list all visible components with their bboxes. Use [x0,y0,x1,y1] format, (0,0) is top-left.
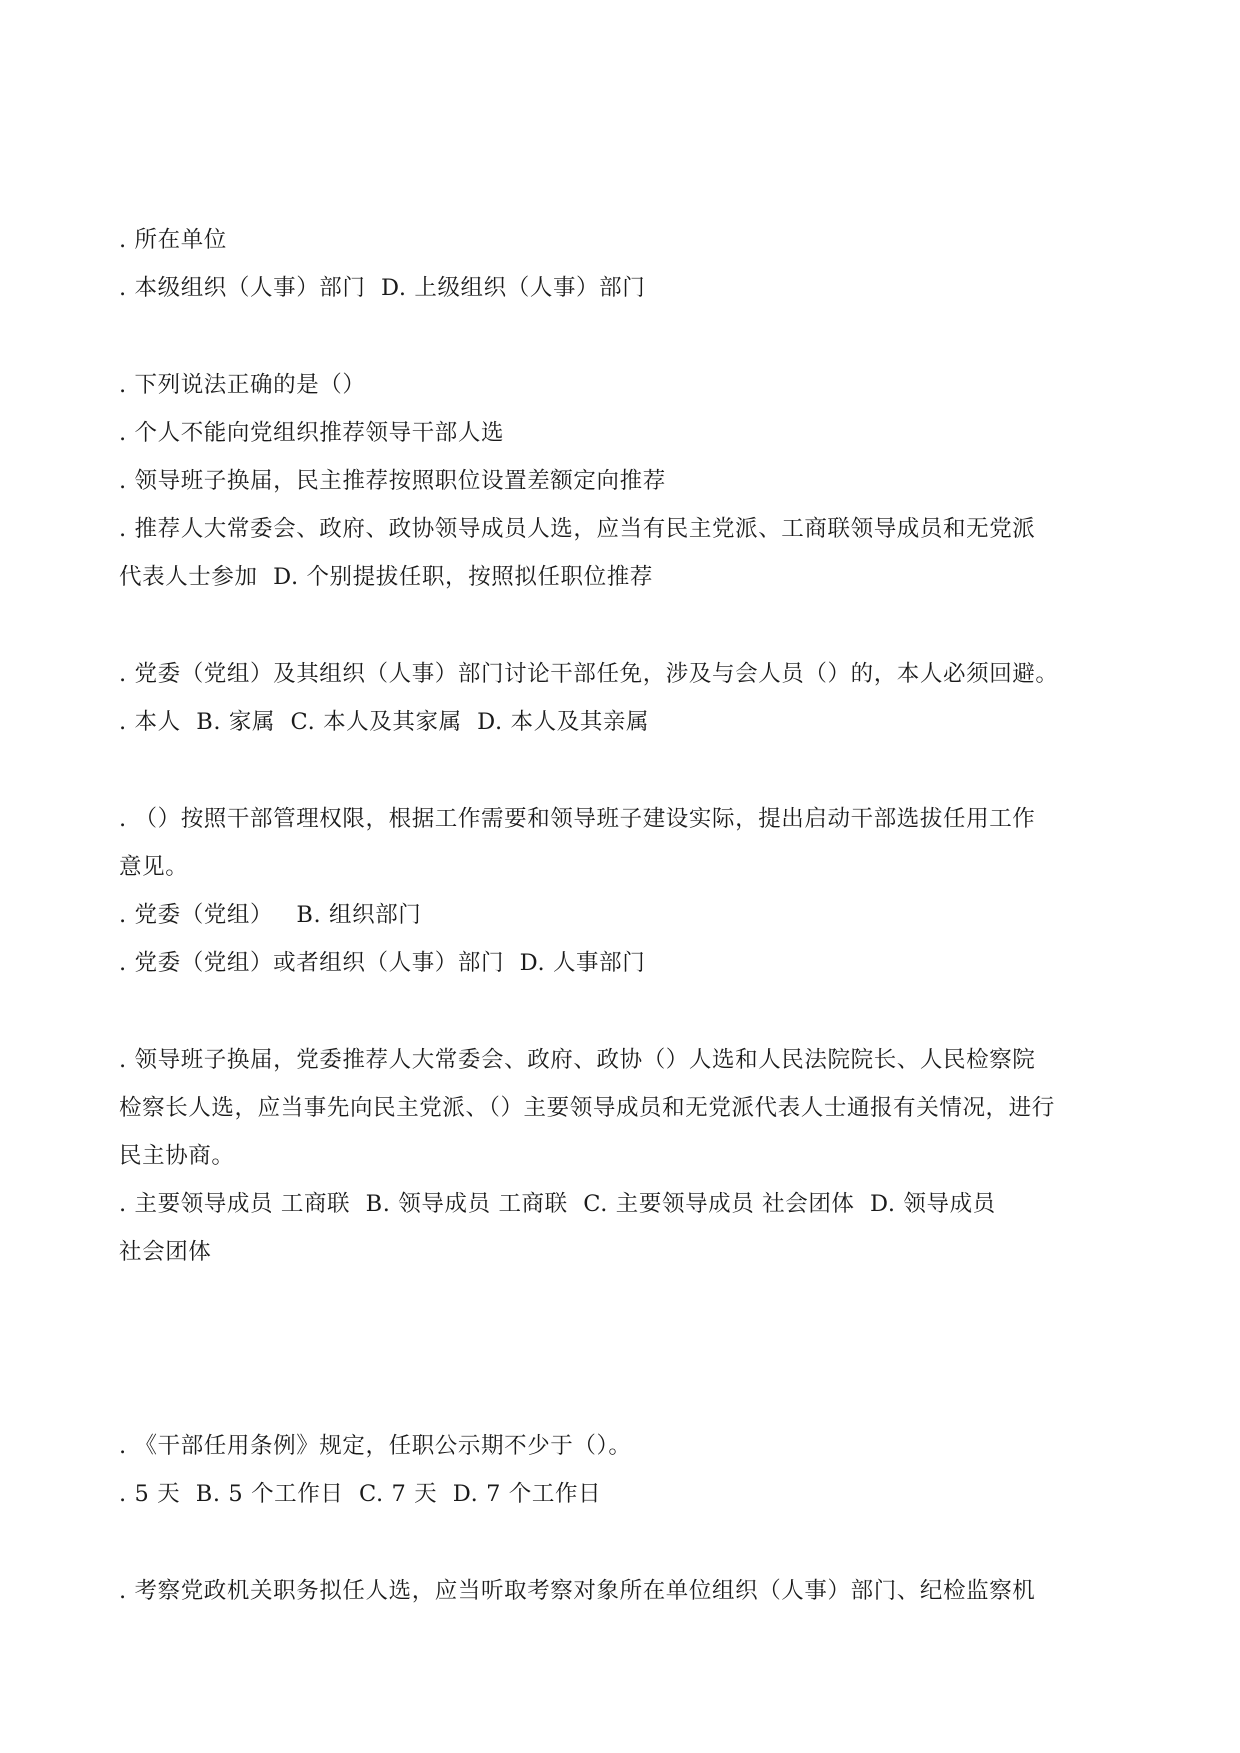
text-line: 检察长人选，应当事先向民主党派、（）主要领导成员和无党派代表人士通报有关情况，进行 [119,1095,1055,1121]
text-line: 民主协商。 [119,1143,235,1169]
text-line: . 本级组织（人事）部门 D. 上级组织（人事）部门 [119,275,646,301]
text-line: . （）按照干部管理权限，根据工作需要和领导班子建设实际，提出启动干部选拔任用工作 [119,806,1036,832]
text-line: . 个人不能向党组织推荐领导干部人选 [119,420,505,446]
text-line: . 党委（党组） B. 组织部门 [119,902,422,928]
text-line: . 考察党政机关职务拟任人选，应当听取考察对象所在单位组织（人事）部门、纪检监察机 [119,1578,1036,1604]
text-line: 意见。 [119,854,189,880]
text-line: . 下列说法正确的是（） [119,372,366,398]
text-line: . 领导班子换届，党委推荐人大常委会、政府、政协（）人选和人民法院院长、人民检察院 [119,1047,1036,1073]
text-line: . 本人 B. 家属 C. 本人及其家属 D. 本人及其亲属 [119,709,650,735]
text-line: . 推荐人大常委会、政府、政协领导成员人选，应当有民主党派、工商联领导成员和无党派 [119,516,1036,542]
text-line: . 主要领导成员 工商联 B. 领导成员 工商联 C. 主要领导成员 社会团体 D. 领导成员 [119,1191,996,1217]
text-line: . 5 天 B. 5 个工作日 C. 7 天 D. 7 个工作日 [119,1481,602,1507]
text-line: 代表人士参加 D. 个别提拔任职，按照拟任职位推荐 [119,564,653,590]
text-line: . 所在单位 [119,227,227,253]
text-line: . 党委（党组）或者组织（人事）部门 D. 人事部门 [119,950,646,976]
text-line: . 《干部任用条例》规定，任职公示期不少于（）。 [119,1433,632,1459]
text-line: . 党委（党组）及其组织（人事）部门讨论干部任免，涉及与会人员（）的，本人必须回避。 [119,661,1059,687]
text-line: . 领导班子换届，民主推荐按照职位设置差额定向推荐 [119,468,666,494]
text-line: 社会团体 [119,1239,212,1265]
